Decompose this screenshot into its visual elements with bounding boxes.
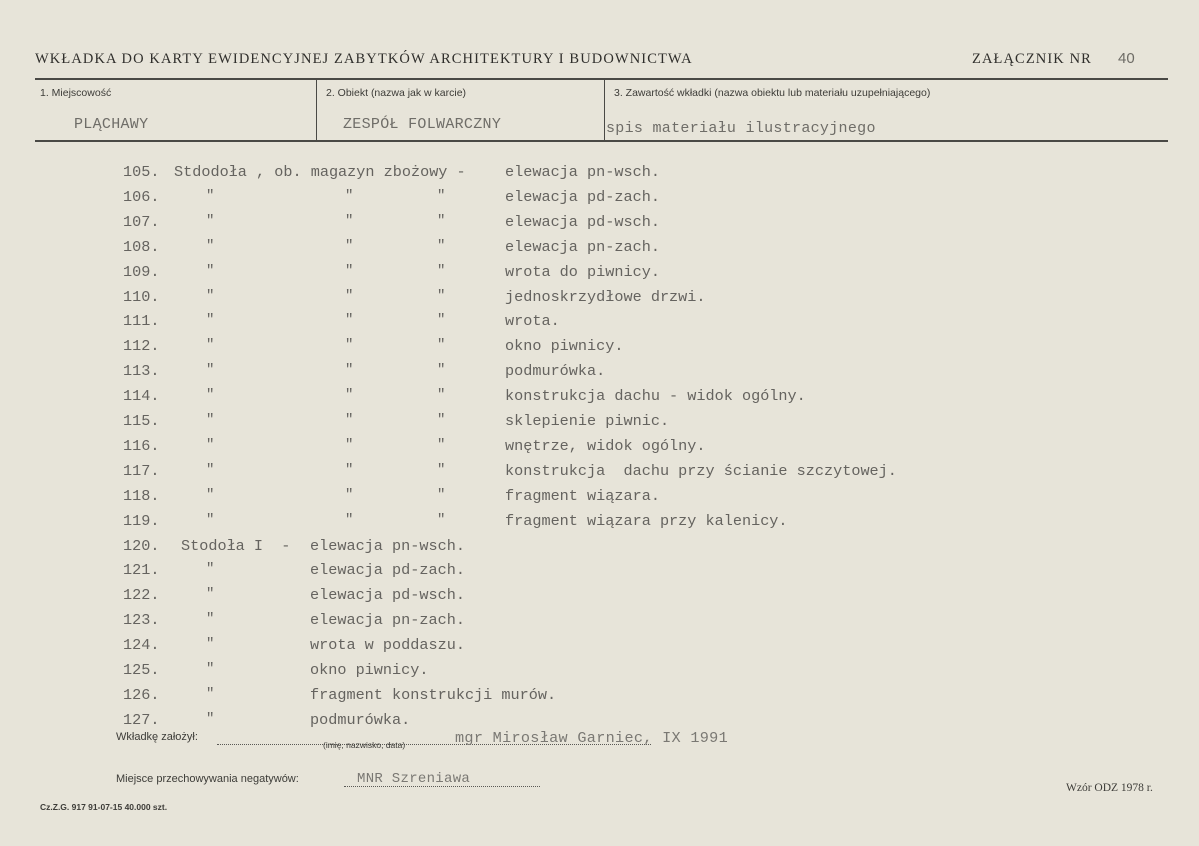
object-label: 2. Obiekt (nazwa jak w karcie) <box>326 87 467 99</box>
ditto-mark: " <box>206 611 215 627</box>
ditto-mark: " <box>437 263 446 279</box>
ditto-mark: " <box>437 437 446 453</box>
ditto-mark: " <box>345 512 354 528</box>
ditto-mark: " <box>345 337 354 353</box>
entry-description: elewacja pn-wsch. <box>310 537 465 555</box>
entry-description: okno piwnicy. <box>310 661 429 679</box>
ditto-mark: " <box>437 312 446 328</box>
entry-subject: Stodoła I - <box>181 537 291 555</box>
ditto-mark: " <box>437 487 446 503</box>
ditto-mark: " <box>437 362 446 378</box>
entry-number: 124. <box>123 636 160 654</box>
attachment-number: 40 <box>1118 50 1135 67</box>
ditto-mark: " <box>345 312 354 328</box>
storage-value: MNR Szreniawa <box>357 771 471 787</box>
entry-number: 126. <box>123 686 160 704</box>
entry-description: fragment konstrukcji murów. <box>310 686 557 704</box>
entry-number: 113. <box>123 362 160 380</box>
author-hint: (imię, nazwisko, data) <box>323 740 406 750</box>
entry-description: fragment wiązara przy kalenicy. <box>505 512 788 530</box>
entry-description: elewacja pn-wsch. <box>505 163 660 181</box>
ditto-mark: " <box>206 437 215 453</box>
entry-number: 105. <box>123 163 160 181</box>
entry-subject: Stdodoła , ob. magazyn zbożowy - <box>174 163 466 181</box>
ditto-mark: " <box>345 412 354 428</box>
card-title: WKŁADKA DO KARTY EWIDENCYJNEJ ZABYTKÓW ARCHITEKTURY I BUDOWNICTWA <box>35 51 693 67</box>
ditto-mark: " <box>206 412 215 428</box>
ditto-mark: " <box>345 462 354 478</box>
entry-description: elewacja pd-wsch. <box>310 586 465 604</box>
ditto-mark: " <box>345 387 354 403</box>
ditto-mark: " <box>206 362 215 378</box>
entry-description: jednoskrzydłowe drzwi. <box>505 288 706 306</box>
locality-value: PLĄCHAWY <box>74 116 149 133</box>
entry-description: wnętrze, widok ogólny. <box>505 437 706 455</box>
entry-description: konstrukcja dachu przy ścianie szczytowej. <box>505 462 897 480</box>
ditto-mark: " <box>206 312 215 328</box>
ditto-mark: " <box>206 711 215 727</box>
print-info: Cz.Z.G. 917 91-07-15 40.000 szt. <box>40 802 168 812</box>
ditto-mark: " <box>437 387 446 403</box>
ditto-mark: " <box>437 288 446 304</box>
ditto-mark: " <box>206 263 215 279</box>
entry-number: 118. <box>123 487 160 505</box>
author-value: mgr Mirosław Garniec, IX 1991 <box>455 729 729 747</box>
ditto-mark: " <box>437 412 446 428</box>
ditto-mark: " <box>206 337 215 353</box>
ditto-mark: " <box>206 586 215 602</box>
ditto-mark: " <box>345 487 354 503</box>
storage-label: Miejsce przechowywania negatywów: <box>116 773 299 785</box>
ditto-mark: " <box>206 188 215 204</box>
entry-description: wrota w poddaszu. <box>310 636 465 654</box>
entry-number: 115. <box>123 412 160 430</box>
entry-description: okno piwnicy. <box>505 337 624 355</box>
ditto-mark: " <box>345 362 354 378</box>
entry-description: elewacja pd-wsch. <box>505 213 660 231</box>
ditto-mark: " <box>206 288 215 304</box>
ditto-mark: " <box>437 188 446 204</box>
content-value: spis materiału ilustracyjnego <box>606 120 876 137</box>
entry-number: 119. <box>123 512 160 530</box>
ditto-mark: " <box>206 561 215 577</box>
ditto-mark: " <box>437 512 446 528</box>
ditto-mark: " <box>206 686 215 702</box>
entry-description: sklepienie piwnic. <box>505 412 670 430</box>
entry-number: 116. <box>123 437 160 455</box>
entry-description: elewacja pn-zach. <box>310 611 465 629</box>
ditto-mark: " <box>345 437 354 453</box>
locality-label: 1. Miejscowość <box>40 87 112 99</box>
form-model: Wzór ODZ 1978 r. <box>1066 782 1153 794</box>
entry-number: 111. <box>123 312 160 330</box>
ditto-mark: " <box>206 512 215 528</box>
entry-number: 112. <box>123 337 160 355</box>
entry-number: 107. <box>123 213 160 231</box>
ditto-mark: " <box>345 288 354 304</box>
ditto-mark: " <box>206 238 215 254</box>
entry-number: 108. <box>123 238 160 256</box>
entry-number: 117. <box>123 462 160 480</box>
entry-description: podmurówka. <box>310 711 411 729</box>
content-label: 3. Zawartość wkładki (nazwa obiektu lub materiału uzupełniającego) <box>614 87 931 99</box>
ditto-mark: " <box>437 462 446 478</box>
entry-description: elewacja pd-zach. <box>310 561 465 579</box>
entry-description: elewacja pn-zach. <box>505 238 660 256</box>
ditto-mark: " <box>345 188 354 204</box>
entry-number: 121. <box>123 561 160 579</box>
entry-description: wrota. <box>505 312 560 330</box>
ditto-mark: " <box>206 661 215 677</box>
entry-number: 120. <box>123 537 160 555</box>
ditto-mark: " <box>345 213 354 229</box>
entry-number: 122. <box>123 586 160 604</box>
ditto-mark: " <box>437 337 446 353</box>
ditto-mark: " <box>345 263 354 279</box>
ditto-mark: " <box>345 238 354 254</box>
entry-number: 125. <box>123 661 160 679</box>
entry-number: 110. <box>123 288 160 306</box>
entry-description: fragment wiązara. <box>505 487 660 505</box>
ditto-mark: " <box>206 487 215 503</box>
entry-description: wrota do piwnicy. <box>505 263 660 281</box>
ditto-mark: " <box>206 462 215 478</box>
entry-description: elewacja pd-zach. <box>505 188 660 206</box>
entry-description: konstrukcja dachu - widok ogólny. <box>505 387 806 405</box>
ditto-mark: " <box>206 213 215 229</box>
attachment-label: ZAŁĄCZNIK NR <box>972 51 1092 67</box>
object-value: ZESPÓŁ FOLWARCZNY <box>343 116 502 133</box>
entry-description: podmurówka. <box>505 362 606 380</box>
ditto-mark: " <box>206 636 215 652</box>
entry-number: 106. <box>123 188 160 206</box>
entry-number: 123. <box>123 611 160 629</box>
ditto-mark: " <box>437 213 446 229</box>
entry-number: 127. <box>123 711 160 729</box>
ditto-mark: " <box>437 238 446 254</box>
author-label: Wkładkę założył: <box>116 731 198 743</box>
entry-number: 114. <box>123 387 160 405</box>
entry-number: 109. <box>123 263 160 281</box>
ditto-mark: " <box>206 387 215 403</box>
